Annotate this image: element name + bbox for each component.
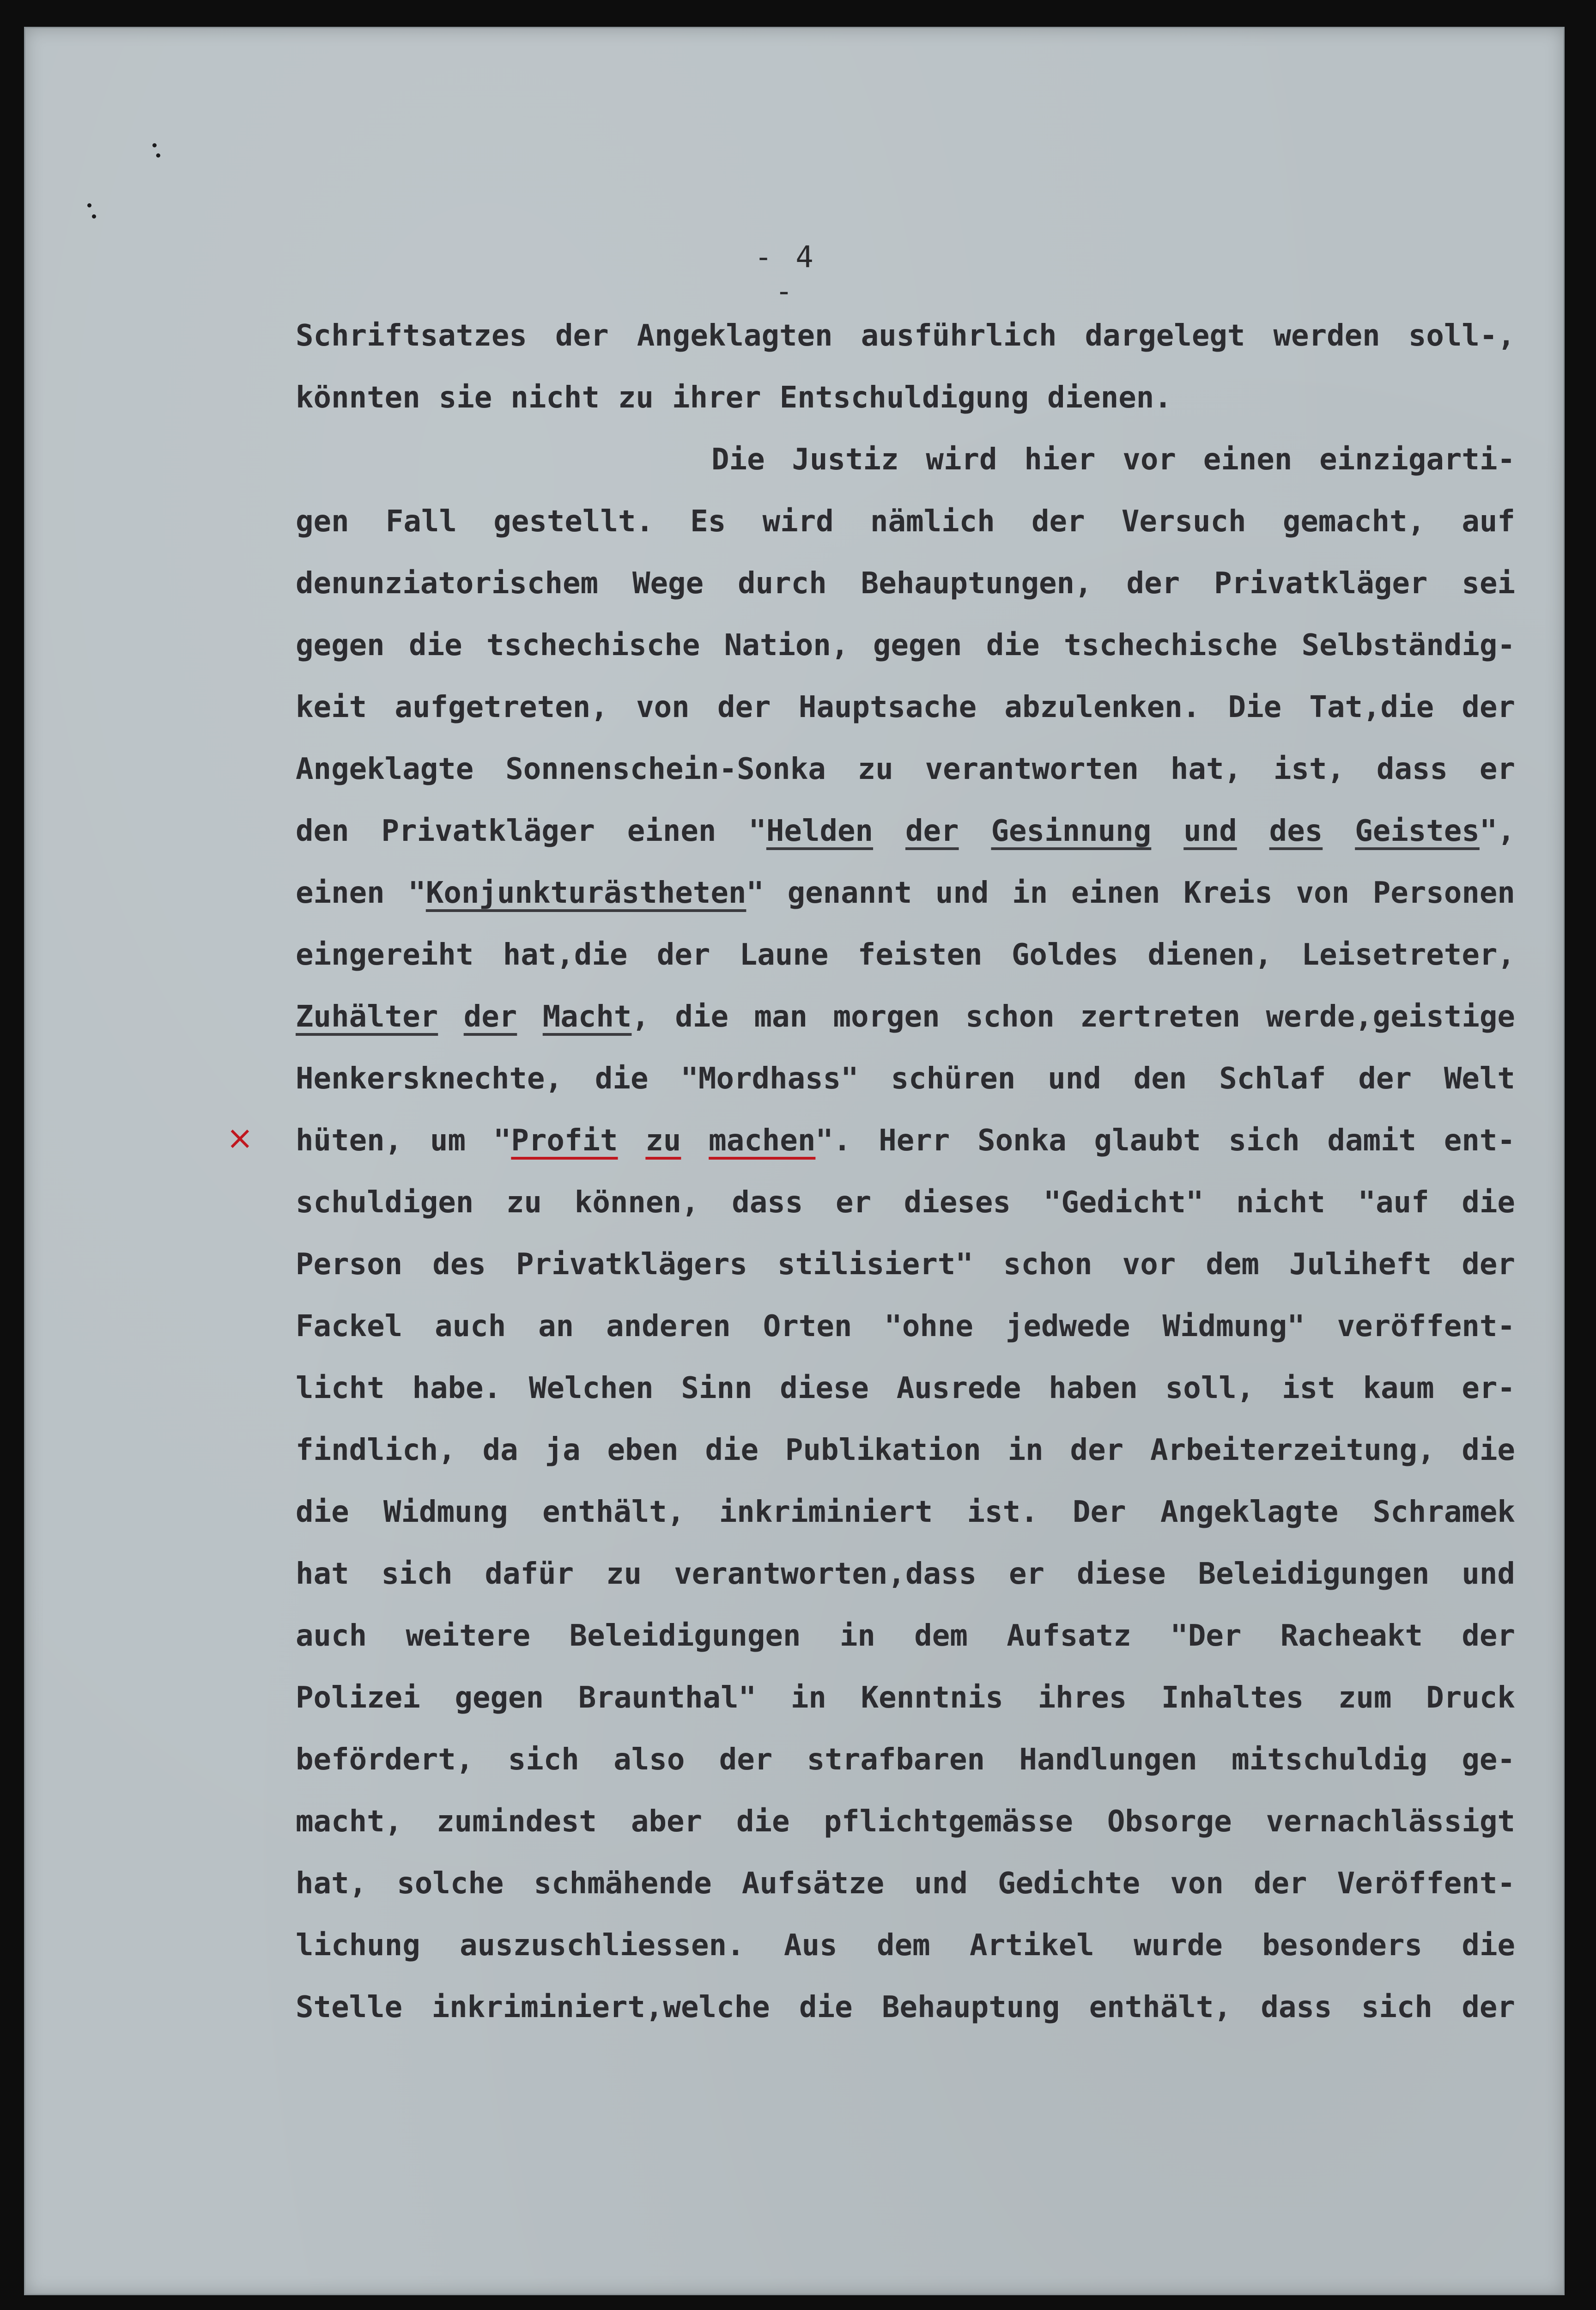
word: sei xyxy=(1462,566,1515,601)
word: einen xyxy=(296,876,385,910)
word: ist, xyxy=(1273,752,1345,786)
word: Polizei xyxy=(296,1681,420,1715)
text-line xyxy=(296,800,1515,862)
text-line xyxy=(296,1110,1515,1172)
word: auszuschliessen. xyxy=(460,1928,745,1963)
word: enthält, xyxy=(1089,1990,1232,2024)
word: Justiz xyxy=(792,443,899,477)
word: inkriminiert xyxy=(719,1495,933,1529)
word: Beleidigungen xyxy=(569,1619,801,1653)
word: können, xyxy=(574,1185,699,1220)
word: Personen xyxy=(1372,876,1515,910)
text-line xyxy=(296,1729,1515,1791)
word: diese xyxy=(1076,1557,1166,1591)
word: und xyxy=(1462,1557,1515,1591)
word: der xyxy=(905,814,959,848)
word: feisten xyxy=(857,938,983,972)
word: schon xyxy=(1003,1247,1092,1282)
word: er xyxy=(1009,1557,1045,1591)
word: licht xyxy=(296,1371,385,1405)
word: Sonka xyxy=(977,1124,1067,1158)
word: hüten, xyxy=(296,1124,403,1158)
word: keit xyxy=(296,690,367,724)
word: da xyxy=(482,1433,518,1467)
word: der xyxy=(656,938,710,972)
word: sich xyxy=(1228,1124,1300,1158)
word: Hauptsache xyxy=(798,690,977,724)
word: besonders xyxy=(1262,1928,1422,1963)
text-line xyxy=(296,1791,1515,1853)
text-line xyxy=(296,1605,1515,1667)
word: Inhaltes xyxy=(1161,1681,1304,1715)
word: Laune xyxy=(739,938,829,972)
word: ist xyxy=(1282,1371,1335,1405)
word: habe. xyxy=(412,1371,502,1405)
word: durch xyxy=(738,566,827,601)
word: schuldigen xyxy=(296,1185,474,1220)
word: Geistes", xyxy=(1355,814,1515,848)
word: glaubt xyxy=(1094,1124,1201,1158)
word: er xyxy=(836,1185,872,1220)
word: hat,die xyxy=(503,938,628,972)
text-line xyxy=(296,305,1515,367)
word: werde,geistige xyxy=(1266,1000,1515,1034)
word: Angeklagte xyxy=(1160,1495,1339,1529)
word: jedwede xyxy=(1005,1309,1130,1343)
word: des xyxy=(1269,814,1323,848)
word: der xyxy=(719,1743,773,1777)
word: Fackel xyxy=(296,1309,403,1343)
text-line xyxy=(296,614,1515,676)
word: ihrer xyxy=(672,381,761,415)
text-line xyxy=(296,924,1515,986)
word: er xyxy=(1479,752,1515,786)
word: Gesinnung xyxy=(991,814,1152,848)
word: Handlungen xyxy=(1019,1743,1197,1777)
word: einzigarti- xyxy=(1319,443,1515,477)
word: lichung xyxy=(296,1928,420,1963)
word: der xyxy=(555,319,609,353)
word: Henkersknechte, xyxy=(296,1062,563,1096)
word: Veröffent- xyxy=(1337,1866,1515,1901)
word: soll, xyxy=(1165,1371,1255,1405)
word: gen xyxy=(296,505,349,539)
text-line xyxy=(296,429,1515,491)
word: Gedichte xyxy=(997,1866,1141,1901)
text-line xyxy=(296,862,1515,924)
text-line xyxy=(296,676,1515,738)
word: Zuhälter xyxy=(296,1000,438,1034)
word: weitere xyxy=(406,1619,531,1653)
word: aber xyxy=(631,1805,702,1839)
word: gegen xyxy=(296,628,385,663)
word: wurde xyxy=(1134,1928,1223,1963)
word: dieses xyxy=(904,1185,1011,1220)
word: in xyxy=(839,1619,875,1653)
word: dem xyxy=(877,1928,930,1963)
text-line xyxy=(296,1481,1515,1543)
word: auf xyxy=(1462,505,1515,539)
word: zumindest xyxy=(437,1805,597,1839)
word: dass xyxy=(732,1185,803,1220)
word: der xyxy=(1462,1990,1515,2024)
word: Privatkläger xyxy=(381,814,595,848)
word: die xyxy=(595,1062,649,1096)
word: eingereiht xyxy=(296,938,474,972)
word: Aufsätze xyxy=(741,1866,885,1901)
word: findlich, xyxy=(296,1433,456,1467)
word: soll-, xyxy=(1408,319,1515,353)
word: den xyxy=(296,814,349,848)
text-line xyxy=(296,738,1515,800)
word: "auf xyxy=(1358,1185,1429,1220)
word: in xyxy=(1012,876,1048,910)
word: und xyxy=(1183,814,1237,848)
word: damit xyxy=(1327,1124,1417,1158)
word: dafür xyxy=(485,1557,574,1591)
word: diese xyxy=(780,1371,869,1405)
word: Es xyxy=(690,505,726,539)
text-line xyxy=(296,367,1515,429)
word: verantworten,dass xyxy=(674,1557,977,1591)
word: dargelegt xyxy=(1085,319,1245,353)
word: Schramek xyxy=(1372,1495,1515,1529)
word: der xyxy=(717,690,771,724)
word: Die xyxy=(711,443,765,477)
word: "Helden xyxy=(748,814,874,848)
word: Der xyxy=(1073,1495,1126,1529)
word: auch xyxy=(435,1309,506,1343)
word: Versuch xyxy=(1121,505,1246,539)
word: in xyxy=(790,1681,826,1715)
word: hat, xyxy=(296,1866,367,1901)
word: Herr xyxy=(879,1124,950,1158)
word: Behauptung xyxy=(882,1990,1060,2024)
word: veröffent- xyxy=(1337,1309,1515,1343)
word: denunziatorischem xyxy=(296,566,599,601)
word: des xyxy=(432,1247,486,1282)
word: vernachlässigt xyxy=(1266,1805,1515,1839)
word: schüren xyxy=(891,1062,1016,1096)
word: ihres xyxy=(1038,1681,1127,1715)
word: genannt xyxy=(787,876,912,910)
word: er- xyxy=(1462,1371,1515,1405)
word: Privatklägers xyxy=(516,1247,747,1282)
word: pflichtgemässe xyxy=(824,1805,1073,1839)
word: macht, xyxy=(296,1805,403,1839)
word: anderen xyxy=(606,1309,731,1343)
word: ist. xyxy=(967,1495,1038,1529)
word: stilisiert" xyxy=(777,1247,973,1282)
word: Obsorge xyxy=(1107,1805,1232,1839)
word: dass xyxy=(1376,752,1448,786)
word: eben xyxy=(607,1433,679,1467)
word: die xyxy=(705,1433,759,1467)
word: der xyxy=(1253,1866,1307,1901)
word: "Konjunkturästheten" xyxy=(408,876,764,910)
word: haben xyxy=(1049,1371,1138,1405)
text-line xyxy=(296,1667,1515,1729)
word: Schriftsatzes xyxy=(296,319,527,353)
word: zum xyxy=(1338,1681,1392,1715)
word: "Mordhass" xyxy=(680,1062,859,1096)
word: wird xyxy=(762,505,834,539)
text-line xyxy=(296,1048,1515,1110)
word: dem xyxy=(914,1619,968,1653)
word: Tat,die xyxy=(1309,690,1434,724)
word: Wege xyxy=(632,566,704,601)
word: Privatkläger xyxy=(1214,566,1428,601)
text-line xyxy=(296,1234,1515,1295)
word: Kreis xyxy=(1183,876,1273,910)
word: die xyxy=(1462,1433,1515,1467)
text-line xyxy=(296,1419,1515,1481)
word: der xyxy=(1126,566,1180,601)
word: "ohne xyxy=(884,1309,973,1343)
word: Arbeiterzeitung, xyxy=(1150,1433,1435,1467)
word: der xyxy=(1070,1433,1124,1467)
word: Schlaf xyxy=(1219,1062,1326,1096)
page-number: - 4 - xyxy=(754,240,816,309)
word: Welt xyxy=(1444,1062,1515,1096)
word: Sonnenschein-Sonka xyxy=(505,752,826,786)
text-line xyxy=(296,1915,1515,1976)
word: und xyxy=(914,1866,968,1901)
word: Behauptungen, xyxy=(861,566,1092,601)
red-margin-mark: × xyxy=(226,1119,254,1157)
word: um xyxy=(430,1124,466,1158)
word: zu xyxy=(857,752,893,786)
word: man xyxy=(754,1000,808,1034)
word: Ausrede xyxy=(896,1371,1021,1405)
word: Juliheft xyxy=(1289,1247,1432,1282)
text-line xyxy=(296,553,1515,614)
word: auch xyxy=(296,1619,367,1653)
word: solche xyxy=(397,1866,504,1901)
word: zu xyxy=(645,1124,681,1158)
word: von xyxy=(1296,876,1350,910)
word: an xyxy=(538,1309,574,1343)
word: hier xyxy=(1024,443,1096,477)
word: Aufsatz xyxy=(1007,1619,1131,1653)
word: einen xyxy=(627,814,716,848)
word: schmähende xyxy=(534,1866,712,1901)
word: die xyxy=(1462,1928,1515,1963)
word: "Der xyxy=(1170,1619,1242,1653)
text-line xyxy=(296,1357,1515,1419)
word: Leisetreter, xyxy=(1301,938,1515,972)
word: die xyxy=(409,628,462,663)
word: könnten xyxy=(296,381,420,415)
ink-speck xyxy=(85,203,104,222)
word: nicht xyxy=(510,381,600,415)
word: sie xyxy=(438,381,492,415)
word: die xyxy=(736,1805,790,1839)
word: strafbaren xyxy=(807,1743,985,1777)
word: der xyxy=(1358,1062,1412,1096)
word: kaum xyxy=(1363,1371,1434,1405)
word: dem xyxy=(1206,1247,1259,1282)
word: Goldes xyxy=(1011,938,1119,972)
word: wird xyxy=(926,443,997,477)
word: der xyxy=(1462,1619,1515,1653)
word: ge- xyxy=(1462,1743,1515,1777)
word: abzulenken. xyxy=(1004,690,1201,724)
word: sich xyxy=(381,1557,453,1591)
word: tschechische xyxy=(486,628,700,663)
word: der xyxy=(463,1000,517,1034)
word: Beleidigungen xyxy=(1198,1557,1430,1591)
word: zu xyxy=(606,1557,642,1591)
word: Selbständig- xyxy=(1301,628,1515,663)
word: von xyxy=(636,690,690,724)
word: Person xyxy=(296,1247,403,1282)
word: schon xyxy=(965,1000,1055,1034)
word: aufgetreten, xyxy=(394,690,608,724)
word: einen xyxy=(1203,443,1293,477)
text-line xyxy=(296,986,1515,1048)
word: verantworten xyxy=(925,752,1139,786)
word: Aus xyxy=(784,1928,837,1963)
word: tschechische xyxy=(1063,628,1278,663)
word: Widmung xyxy=(383,1495,508,1529)
word: die xyxy=(675,1000,728,1034)
word: Kenntnis xyxy=(861,1681,1003,1715)
word: also xyxy=(613,1743,685,1777)
word: nicht xyxy=(1236,1185,1325,1220)
word: sich xyxy=(508,1743,579,1777)
word: werden xyxy=(1273,319,1380,353)
word: Nation, xyxy=(724,628,849,663)
word: Druck xyxy=(1426,1681,1515,1715)
word: dass xyxy=(1261,1990,1332,2024)
word: ja xyxy=(545,1433,581,1467)
word: inkriminiert,welche xyxy=(431,1990,770,2024)
text-line xyxy=(296,1295,1515,1357)
word: der xyxy=(1462,690,1515,724)
typed-text-body xyxy=(296,305,1515,2038)
word: "Gedicht" xyxy=(1043,1185,1204,1220)
word: Orten xyxy=(763,1309,852,1343)
word: Die xyxy=(1228,690,1282,724)
word: Angeklagte xyxy=(296,752,474,786)
word: Widmung" xyxy=(1162,1309,1305,1343)
word: machen". xyxy=(709,1124,851,1158)
word: in xyxy=(1007,1433,1044,1467)
word: Angeklagten xyxy=(637,319,833,353)
word: gegen xyxy=(873,628,962,663)
word: hat xyxy=(296,1557,349,1591)
word: die xyxy=(296,1495,349,1529)
text-line xyxy=(296,1976,1515,2038)
word: gegen xyxy=(455,1681,544,1715)
word: ent- xyxy=(1444,1124,1515,1158)
word: die xyxy=(1462,1185,1515,1220)
word: nämlich xyxy=(870,505,995,539)
word: dienen. xyxy=(1047,381,1172,415)
word: mitschuldig xyxy=(1232,1743,1427,1777)
word: befördert, xyxy=(296,1743,474,1777)
word: vor xyxy=(1122,1247,1176,1282)
word: Entschuldigung xyxy=(779,381,1029,415)
word: Macht, xyxy=(542,1000,649,1034)
word: morgen xyxy=(833,1000,940,1034)
word: dienen, xyxy=(1147,938,1273,972)
word: ausführlich xyxy=(861,319,1057,353)
word: hat, xyxy=(1170,752,1242,786)
word: einen xyxy=(1071,876,1160,910)
word: zertreten xyxy=(1080,1000,1241,1034)
word: Braunthal" xyxy=(578,1681,757,1715)
word: Fall xyxy=(385,505,457,539)
word: der xyxy=(1462,1247,1515,1282)
word: von xyxy=(1170,1866,1224,1901)
word: "Profit xyxy=(493,1124,618,1158)
word: Sinn xyxy=(681,1371,752,1405)
ink-speck xyxy=(148,143,166,162)
word: gemacht, xyxy=(1282,505,1426,539)
word: sich xyxy=(1361,1990,1432,2024)
word: die xyxy=(799,1990,853,2024)
word: Artikel xyxy=(970,1928,1094,1963)
word: zu xyxy=(506,1185,542,1220)
word: die xyxy=(986,628,1040,663)
word: und xyxy=(1048,1062,1101,1096)
text-line xyxy=(296,1543,1515,1605)
word: Racheakt xyxy=(1280,1619,1423,1653)
word: vor xyxy=(1123,443,1176,477)
word: Publikation xyxy=(785,1433,981,1467)
word: Welchen xyxy=(528,1371,654,1405)
word: und xyxy=(935,876,989,910)
word: Stelle xyxy=(296,1990,403,2024)
word: zu xyxy=(618,381,654,415)
text-line xyxy=(296,1853,1515,1915)
text-line xyxy=(296,1172,1515,1234)
word: der xyxy=(1032,505,1085,539)
word: gestellt. xyxy=(493,505,654,539)
word: enthält, xyxy=(542,1495,685,1529)
word: den xyxy=(1133,1062,1187,1096)
text-line xyxy=(296,491,1515,553)
